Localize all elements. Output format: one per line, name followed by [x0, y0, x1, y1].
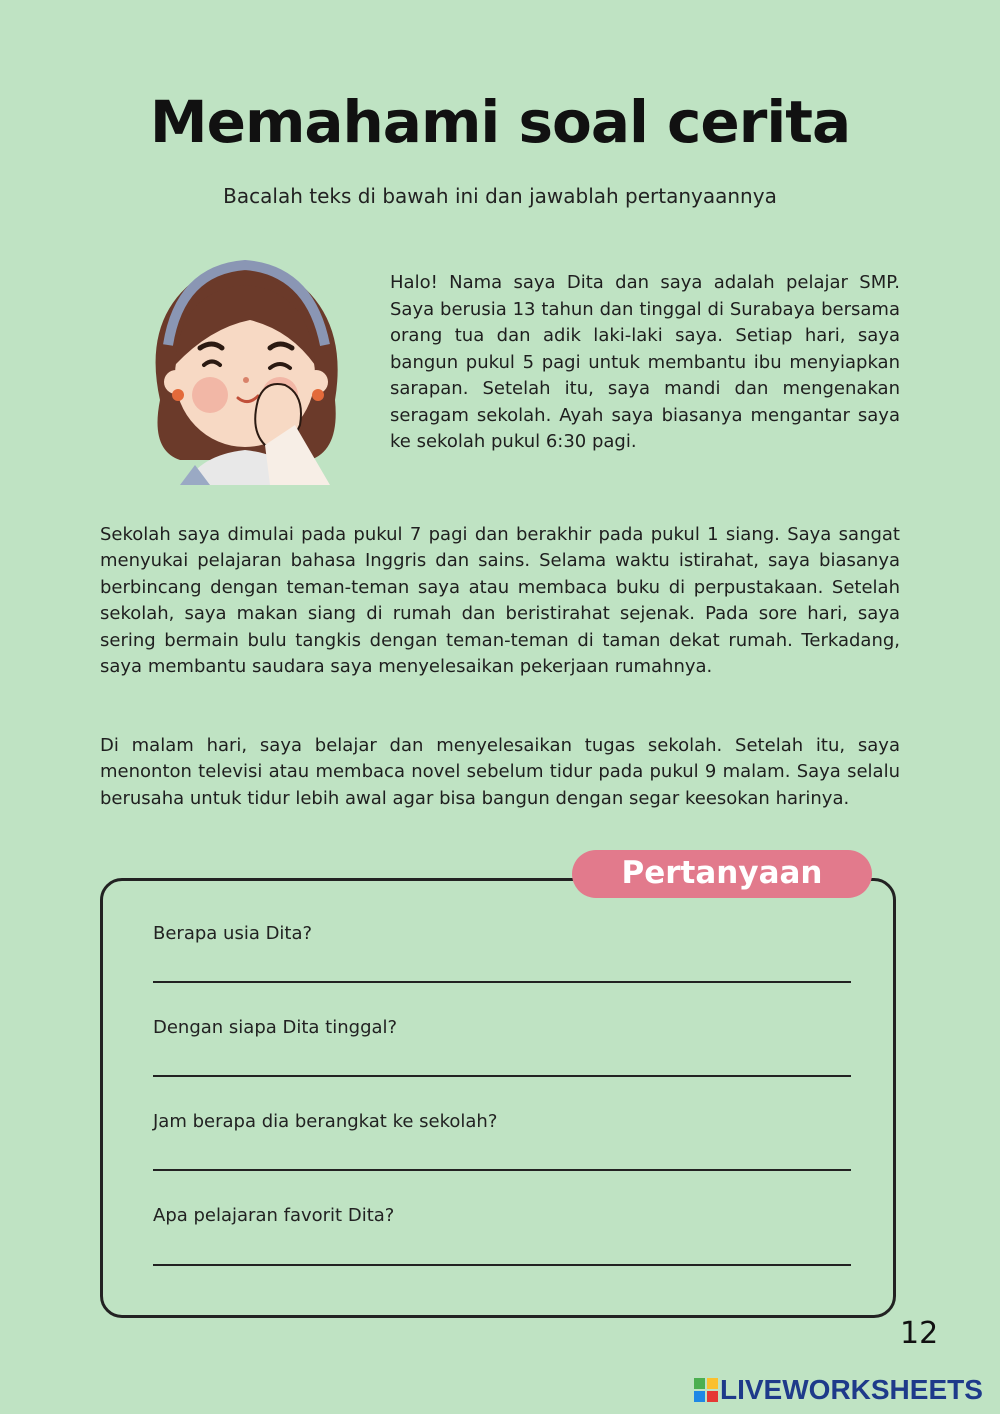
answer-field-2[interactable] [153, 1075, 851, 1077]
liveworksheets-logo[interactable] [694, 1374, 983, 1406]
story-paragraph-1: Sekolah saya dimulai pada pukul 7 pagi dan berakhir pada pukul 1 siang. Saya sangat menyukai pelajaran bahasa Inggris dan sains. Selama waktu istirahat, saya biasanya berbincang dengan teman-teman saya atau membaca buku di perpustakaan. Setelah sekolah, saya makan siang di rumah dan beristirahat sejenak. Pada sore hari, saya sering bermain bulu tangkis dengan teman-teman di taman dekat rumah. Terkadang, saya membantu saudara saya menyelesaikan pekerjaan rumahnya. [100, 524, 900, 678]
questions-box [100, 878, 896, 1318]
page-subtitle: Bacalah teks di bawah ini dan jawablah pertanyaannya [223, 184, 777, 208]
answer-field-1[interactable] [153, 981, 851, 983]
questions-heading: Pertanyaan [572, 850, 872, 898]
watermark-text: LIVEWORKSHEETS [720, 1374, 983, 1405]
question-3: Jam berapa dia berangkat ke sekolah? [153, 1111, 498, 1132]
question-4: Apa pelajaran favorit Dita? [153, 1205, 395, 1226]
liveworksheets-logo-icon [694, 1378, 718, 1402]
question-1: Berapa usia Dita? [153, 923, 313, 944]
page-title: Memahami soal cerita [149, 88, 851, 156]
answer-field-4[interactable] [153, 1264, 851, 1266]
question-2: Dengan siapa Dita tinggal? [153, 1017, 398, 1038]
answer-field-3[interactable] [153, 1169, 851, 1171]
girl-illustration-icon [140, 250, 350, 490]
intro-paragraph: Halo! Nama saya Dita dan saya adalah pelajar SMP. Saya berusia 13 tahun dan tinggal di Surabaya bersama orang tua dan adik laki-laki saya. Setiap hari, saya bangun pukul 5 pagi untuk membantu ibu menyiapkan sarapan. Setelah itu, saya mandi dan mengenakan seragam sekolah. Ayah saya biasanya mengantar saya ke sekolah pukul 6:30 pagi. [390, 272, 900, 452]
page-number: 12 [900, 1316, 939, 1351]
story-paragraph-2: Di malam hari, saya belajar dan menyelesaikan tugas sekolah. Setelah itu, saya menonton televisi atau membaca novel sebelum tidur pada pukul 9 malam. Saya selalu berusaha untuk tidur lebih awal agar bisa bangun dengan segar keesokan harinya. [100, 735, 900, 809]
